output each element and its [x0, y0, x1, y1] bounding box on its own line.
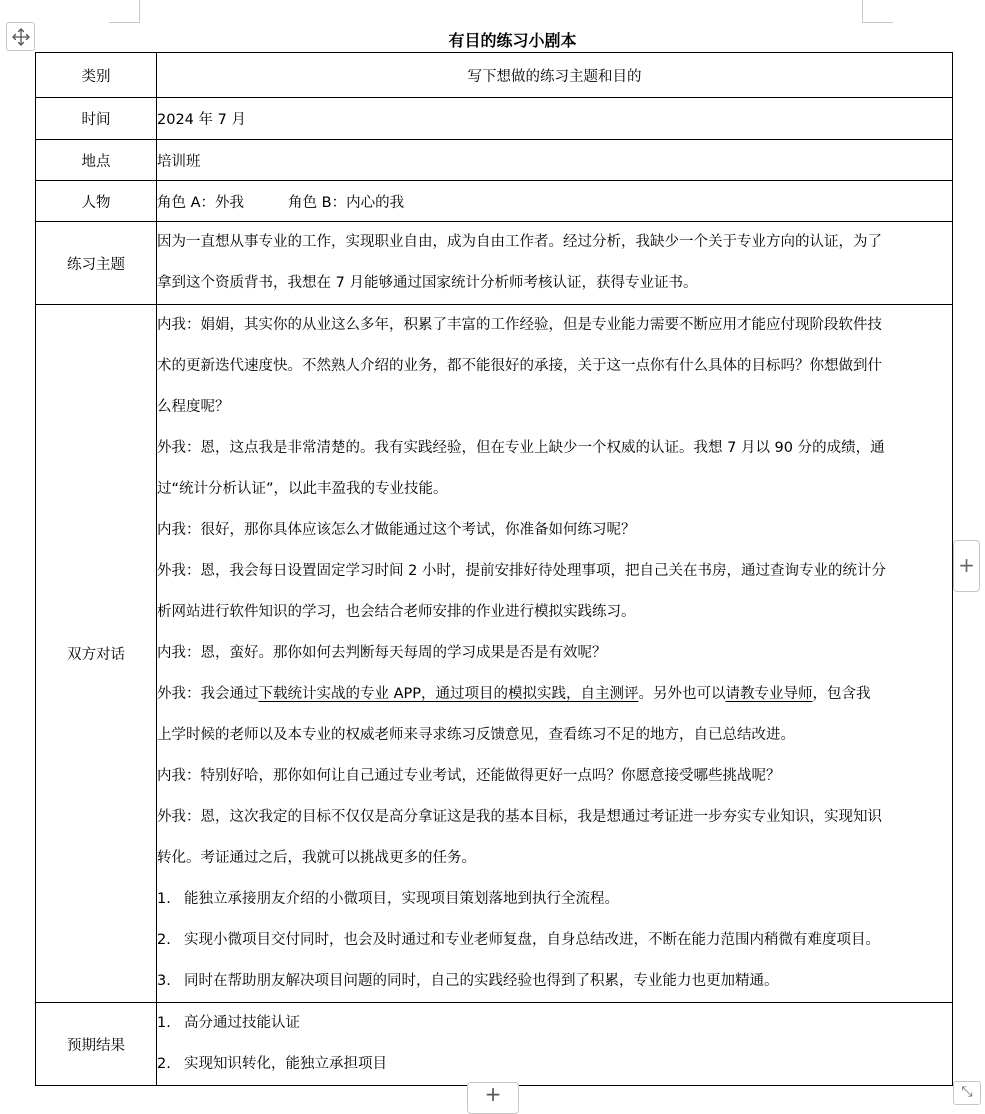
table-row-dialog: [36, 305, 953, 1003]
numbered-list-item: [157, 1003, 952, 1044]
theme-line: 拿到这个资质背书，我想在 7 月能够通过国家统计分析师考核认证，获得专业证书。: [157, 275, 698, 291]
dialog-line: 内我：很好，那你具体应该怎么才做能通过这个考试，你准备如何练习呢？: [157, 522, 636, 538]
dialog-line-underlined: [157, 674, 952, 715]
table-row-time: [36, 98, 953, 140]
dialog-label-cell[interactable]: 双方对话: [36, 305, 157, 1003]
result-value-cell[interactable]: [157, 1003, 953, 1086]
header-label-cell[interactable]: 类别: [36, 53, 157, 98]
time-value-cell[interactable]: 2024 年 7 月: [157, 98, 953, 140]
numbered-list-item: [157, 879, 952, 920]
table-row-people: [36, 181, 953, 222]
add-row-button[interactable]: +: [467, 1082, 519, 1114]
numbered-list-item: [157, 1044, 952, 1085]
dialog-line: 析网站进行软件知识的学习，也会结合老师安排的作业进行模拟实践练习。: [157, 604, 636, 620]
role-a-text: 角色 A：外我: [157, 194, 245, 211]
dialog-line: 内我：特别好哈，那你如何让自己通过专业考试，还能做得更好一点吗？你愿意接受哪些挑战呢？: [157, 768, 781, 784]
list-number: 1.: [157, 1015, 171, 1031]
page-corner-mark-top-left: [109, 0, 140, 23]
list-number: 2.: [157, 1056, 171, 1072]
list-number: 1.: [157, 891, 171, 907]
dialog-line: 外我：恩，这点我是非常清楚的。我有实践经验，但在专业上缺少一个权威的认证。我想 7 月以 90 分的成绩，通: [157, 440, 885, 456]
underlined-text: 请教专业导师: [725, 686, 813, 702]
numbered-list-item: [157, 961, 952, 1002]
people-value-cell[interactable]: [157, 181, 953, 222]
place-label-cell[interactable]: 地点: [36, 140, 157, 181]
add-column-button[interactable]: +: [953, 540, 980, 592]
list-text: 同时在帮助朋友解决项目问题的同时，自己的实践经验也得到了积累，专业能力也更加精通。: [184, 973, 779, 989]
dialog-value-cell[interactable]: [157, 305, 953, 1003]
theme-line: 因为一直想从事专业的工作，实现职业自由，成为自由工作者。经过分析，我缺少一个关于专业方向的认证，为了: [157, 234, 882, 250]
list-number: 2.: [157, 932, 171, 948]
dialog-text: 外我：我会通过: [157, 686, 259, 702]
time-label-cell[interactable]: 时间: [36, 98, 157, 140]
result-label-cell[interactable]: 预期结果: [36, 1003, 157, 1086]
table-header-row: [36, 53, 953, 98]
table-row-place: [36, 140, 953, 181]
dialog-line: 外我：恩，我会每日设置固定学习时间 2 小时，提前安排好待处理事项，把自己关在书房，通过查询专业的统计分: [157, 563, 886, 579]
table-move-handle[interactable]: [6, 22, 35, 51]
underlined-text: 下载统计实战的专业 APP，通过项目的模拟实践，自主测评: [258, 686, 639, 702]
dialog-line: 么程度呢？: [157, 399, 230, 415]
dialog-line: 内我：恩，蛮好。那你如何去判断每天每周的学习成果是否是有效呢？: [157, 645, 607, 661]
practice-script-table: [35, 52, 953, 1086]
dialog-line: 术的更新迭代速度快。不然熟人介绍的业务，都不能很好的承接，关于这一点你有什么具体的目标吗？你想做到什: [157, 358, 882, 374]
dialog-line: 转化。考证通过之后，我就可以挑战更多的任务。: [157, 850, 476, 866]
place-value-cell[interactable]: 培训班: [157, 140, 953, 181]
people-label-cell[interactable]: 人物: [36, 181, 157, 222]
document-title: 有目的练习小剧本: [448, 31, 577, 50]
dialog-text: ，包含我: [812, 686, 871, 702]
list-text: 高分通过技能认证: [184, 1015, 300, 1031]
table-row-result: [36, 1003, 953, 1086]
list-text: 实现小微项目交付同时，也会及时通过和专业老师复盘，自身总结改进，不断在能力范围内稍微有难度项目。: [184, 932, 880, 948]
numbered-list-item: [157, 920, 952, 961]
theme-value-cell[interactable]: [157, 222, 953, 305]
dialog-line: 过“统计分析认证”，以此丰盈我的专业技能。: [157, 481, 448, 497]
dialog-line: 上学时候的老师以及本专业的权威老师来寻求练习反馈意见，查看练习不足的地方，自已总结改进。: [157, 727, 795, 743]
list-text: 能独立承接朋友介绍的小微项目，实现项目策划落地到执行全流程。: [184, 891, 619, 907]
dialog-text: 。另外也可以: [638, 686, 726, 702]
list-number: 3.: [157, 973, 171, 989]
role-b-text: 角色 B：内心的我: [288, 194, 405, 211]
page-corner-mark-top-right: [862, 0, 893, 23]
list-text: 实现知识转化，能独立承担项目: [184, 1056, 387, 1072]
table-row-theme: [36, 222, 953, 305]
theme-label-cell[interactable]: 练习主题: [36, 222, 157, 305]
dialog-line: 外我：恩，这次我定的目标不仅仅是高分拿证这是我的基本目标，我是想通过考证进一步夯实专业知识，实现知识: [157, 809, 882, 825]
table-resize-handle[interactable]: ⤡: [953, 1081, 981, 1105]
header-value-cell[interactable]: 写下想做的练习主题和目的: [157, 53, 953, 98]
dialog-line: 内我：娟娟，其实你的从业这么多年，积累了丰富的工作经验，但是专业能力需要不断应用才能应付现阶段软件技: [157, 317, 882, 333]
move-arrows-icon: [11, 27, 31, 47]
